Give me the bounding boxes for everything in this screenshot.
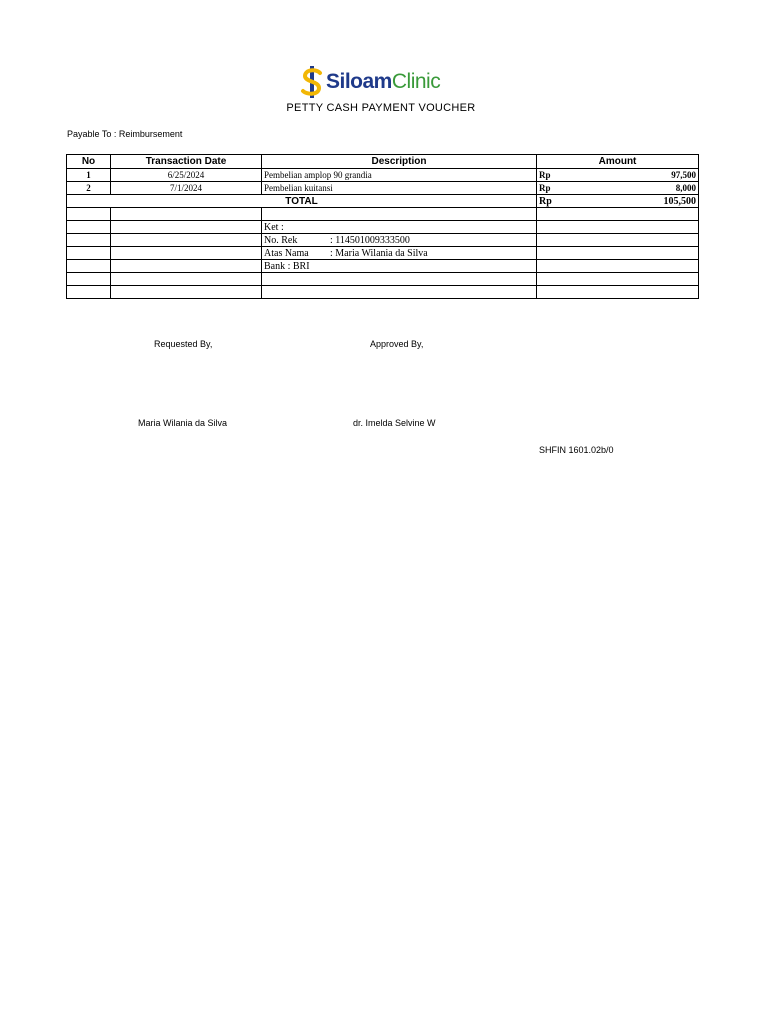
account-number xyxy=(262,234,537,247)
siloam-clinic-logo xyxy=(300,65,452,99)
currency-label: Rp xyxy=(539,182,551,193)
form-code: SHFIN 1601.02b/0 xyxy=(539,445,614,455)
table-row xyxy=(67,182,699,195)
payable-to: Payable To : Reimbursement xyxy=(67,129,183,139)
notes-row xyxy=(67,247,699,260)
notes-row xyxy=(67,234,699,247)
empty-row xyxy=(67,286,699,299)
approved-by-label: Approved By, xyxy=(370,339,424,349)
currency-label: Rp xyxy=(539,169,551,180)
voucher-table xyxy=(66,154,699,299)
header-description: Description xyxy=(262,155,537,169)
row-description: Pembelian amplop 90 grandia xyxy=(262,169,537,182)
header-no: No xyxy=(67,155,111,169)
header-amount: Amount xyxy=(537,155,699,169)
logo-text-secondary: Clinic xyxy=(391,70,441,93)
row-date: 6/25/2024 xyxy=(111,169,262,182)
bank-name: Bank : BRI xyxy=(262,260,537,273)
notes-row xyxy=(67,221,699,234)
row-amount xyxy=(537,169,699,182)
row-no: 2 xyxy=(67,182,111,195)
account-name xyxy=(262,247,537,260)
total-value: 105,500 xyxy=(663,195,696,207)
amount-value: 8,000 xyxy=(675,182,696,193)
logo-text-primary: Siloam xyxy=(326,70,392,93)
approved-by-name: dr. Imelda Selvine W xyxy=(353,418,436,428)
account-number-label: No. Rek xyxy=(264,234,298,246)
siloam-logo-icon xyxy=(300,66,324,98)
table-header-row xyxy=(67,155,699,169)
row-date: 7/1/2024 xyxy=(111,182,262,195)
currency-label: Rp xyxy=(539,195,552,207)
account-name-value: : Maria Wilania da Silva xyxy=(330,247,428,259)
total-row xyxy=(67,195,699,208)
requested-by-label: Requested By, xyxy=(154,339,213,349)
notes-row xyxy=(67,260,699,273)
row-amount xyxy=(537,182,699,195)
empty-row xyxy=(67,273,699,286)
empty-row xyxy=(67,208,699,221)
amount-value: 97,500 xyxy=(671,169,696,180)
header-transaction-date: Transaction Date xyxy=(111,155,262,169)
row-no: 1 xyxy=(67,169,111,182)
ket-label: Ket : xyxy=(262,221,537,234)
total-label: TOTAL xyxy=(67,195,537,208)
row-description: Pembelian kuitansi xyxy=(262,182,537,195)
logo-wordmark xyxy=(326,70,440,94)
requested-by-name: Maria Wilania da Silva xyxy=(138,418,228,428)
total-amount xyxy=(537,195,699,208)
document-title: PETTY CASH PAYMENT VOUCHER xyxy=(286,102,476,114)
account-name-label: Atas Nama xyxy=(264,247,309,259)
table-row xyxy=(67,169,699,182)
account-number-value: : 114501009333500 xyxy=(330,234,410,246)
